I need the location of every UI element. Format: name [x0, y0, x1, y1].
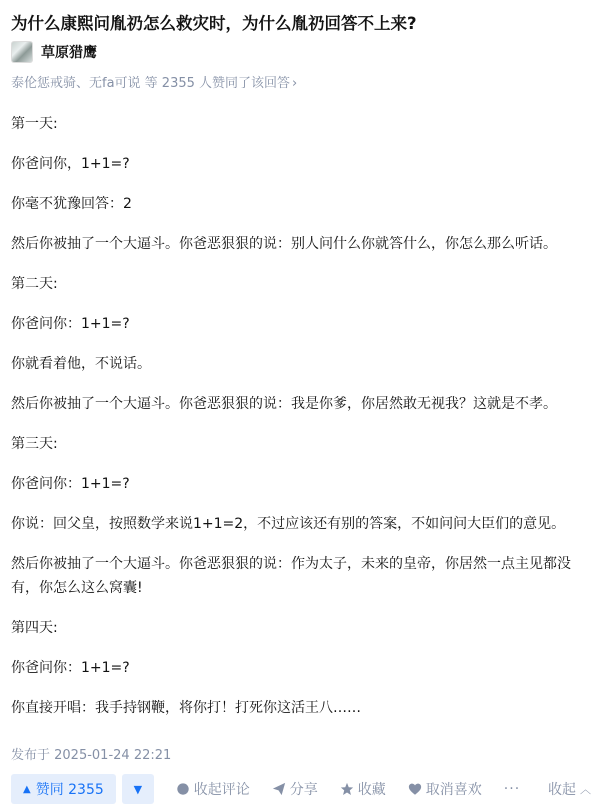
paragraph: 你爸问你，1+1=? [11, 156, 130, 172]
paragraph: 你毫不犹豫回答：2 [11, 196, 132, 212]
triangle-down-icon: ▼ [133, 782, 143, 796]
paper-plane-icon [272, 782, 286, 796]
upvote-label: 赞同 2355 [35, 782, 104, 798]
author-name[interactable]: 草原猎鹰 [41, 45, 97, 61]
like-label: 取消喜欢 [425, 782, 482, 798]
chevron-up-icon: ︿ [580, 783, 591, 796]
paragraph: 第二天: [11, 276, 58, 292]
paragraph: 第三天: [11, 436, 58, 452]
voters-text: 泰伦惩戒骑、无fa可说 等 2355 人赞同了该回答 [11, 76, 291, 91]
favorite-button[interactable] [340, 779, 386, 799]
comment-button[interactable] [176, 779, 250, 799]
triangle-up-icon: ▲ [23, 783, 31, 795]
paragraph: 然后你被抽了一个大逼斗。你爸恶狠狠的说：作为太子，未来的皇帝，你居然一点主见都没有，你怎么这么窝囊! [11, 556, 571, 596]
chevron-right-icon: › [292, 76, 298, 91]
downvote-button[interactable] [122, 774, 154, 804]
author-row [11, 40, 97, 64]
star-icon [340, 782, 354, 796]
comment-bubble-icon [176, 782, 190, 796]
paragraph: 你说：回父皇，按照数学来说1+1=2，不过应该还有别的答案，不如问问大臣们的意见。 [11, 516, 566, 532]
action-bar [11, 774, 591, 804]
comment-label: 收起评论 [193, 782, 250, 798]
avatar[interactable] [11, 41, 33, 63]
paragraph: 第四天: [11, 620, 58, 636]
paragraph: 你直接开唱：我手持钢鞭，将你打！打死你这活王八…… [11, 700, 361, 716]
paragraph: 然后你被抽了一个大逼斗。你爸恶狠狠的说：别人问什么你就答什么，你怎么那么听话。 [11, 236, 557, 252]
collapse-button[interactable] [548, 779, 591, 799]
answer-content [11, 112, 591, 736]
paragraph: 你爸问你：1+1=? [11, 476, 130, 492]
paragraph: 你爸问你：1+1=? [11, 660, 130, 676]
collapse-label: 收起 [548, 782, 576, 798]
heart-icon [408, 782, 422, 796]
paragraph: 你爸问你：1+1=? [11, 316, 130, 332]
like-button[interactable] [408, 779, 482, 799]
more-options-icon[interactable]: ··· [503, 781, 521, 797]
voters-summary[interactable] [11, 75, 297, 93]
question-title[interactable]: 为什么康熙问胤礽怎么救灾时，为什么胤礽回答不上来? [11, 14, 417, 33]
share-button[interactable] [272, 779, 318, 799]
favorite-label: 收藏 [357, 782, 386, 798]
upvote-button[interactable] [11, 774, 116, 804]
share-label: 分享 [289, 782, 318, 798]
paragraph: 第一天: [11, 116, 58, 132]
paragraph: 你就看着他，不说话。 [11, 356, 151, 372]
publish-time: 发布于 2025-01-24 22:21 [11, 748, 172, 763]
paragraph: 然后你被抽了一个大逼斗。你爸恶狠狠的说：我是你爹，你居然敢无视我？这就是不孝。 [11, 396, 557, 412]
